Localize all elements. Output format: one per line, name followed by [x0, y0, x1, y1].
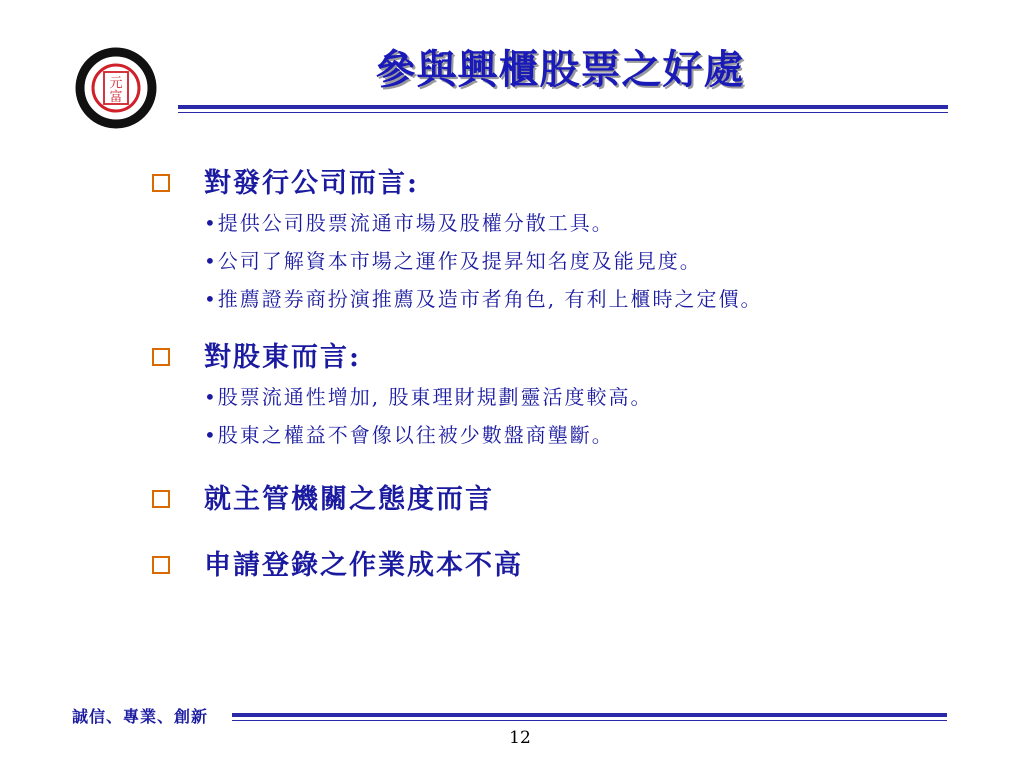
slide-title: 參與興櫃股票之好處: [375, 46, 745, 93]
checkbox-bullet-icon: [152, 490, 170, 508]
section-heading: 對股東而言:: [204, 342, 361, 373]
footer-rule-thick: [232, 713, 947, 717]
section-heading: 申請登錄之作業成本不高: [204, 550, 523, 581]
checkbox-bullet-icon: [152, 174, 170, 192]
section-heading: 對發行公司而言:: [204, 168, 419, 199]
page-number: 12: [509, 728, 531, 748]
list-item: •提供公司股票流通市場及股權分散工具。: [204, 211, 614, 235]
section-items: [204, 382, 653, 458]
section-items: [204, 208, 763, 322]
list-item: •推薦證券商扮演推薦及造市者角色, 有利上櫃時之定價。: [204, 287, 763, 311]
logo-char-1: 元: [109, 76, 123, 91]
checkbox-bullet-icon: [152, 348, 170, 366]
section-heading: 就主管機關之態度而言: [204, 484, 494, 515]
list-item: •股票流通性增加, 股東理財規劃靈活度較高。: [204, 385, 653, 409]
checkbox-bullet-icon: [152, 556, 170, 574]
list-item: •股東之權益不會像以往被少數盤商壟斷。: [204, 423, 614, 447]
logo-char-2: 富: [109, 90, 123, 105]
footer-rule-thin: [232, 720, 947, 721]
list-item: •公司了解資本市場之運作及提昇知名度及能見度。: [204, 249, 702, 273]
footer-motto: 誠信、專業、創新: [72, 707, 209, 726]
